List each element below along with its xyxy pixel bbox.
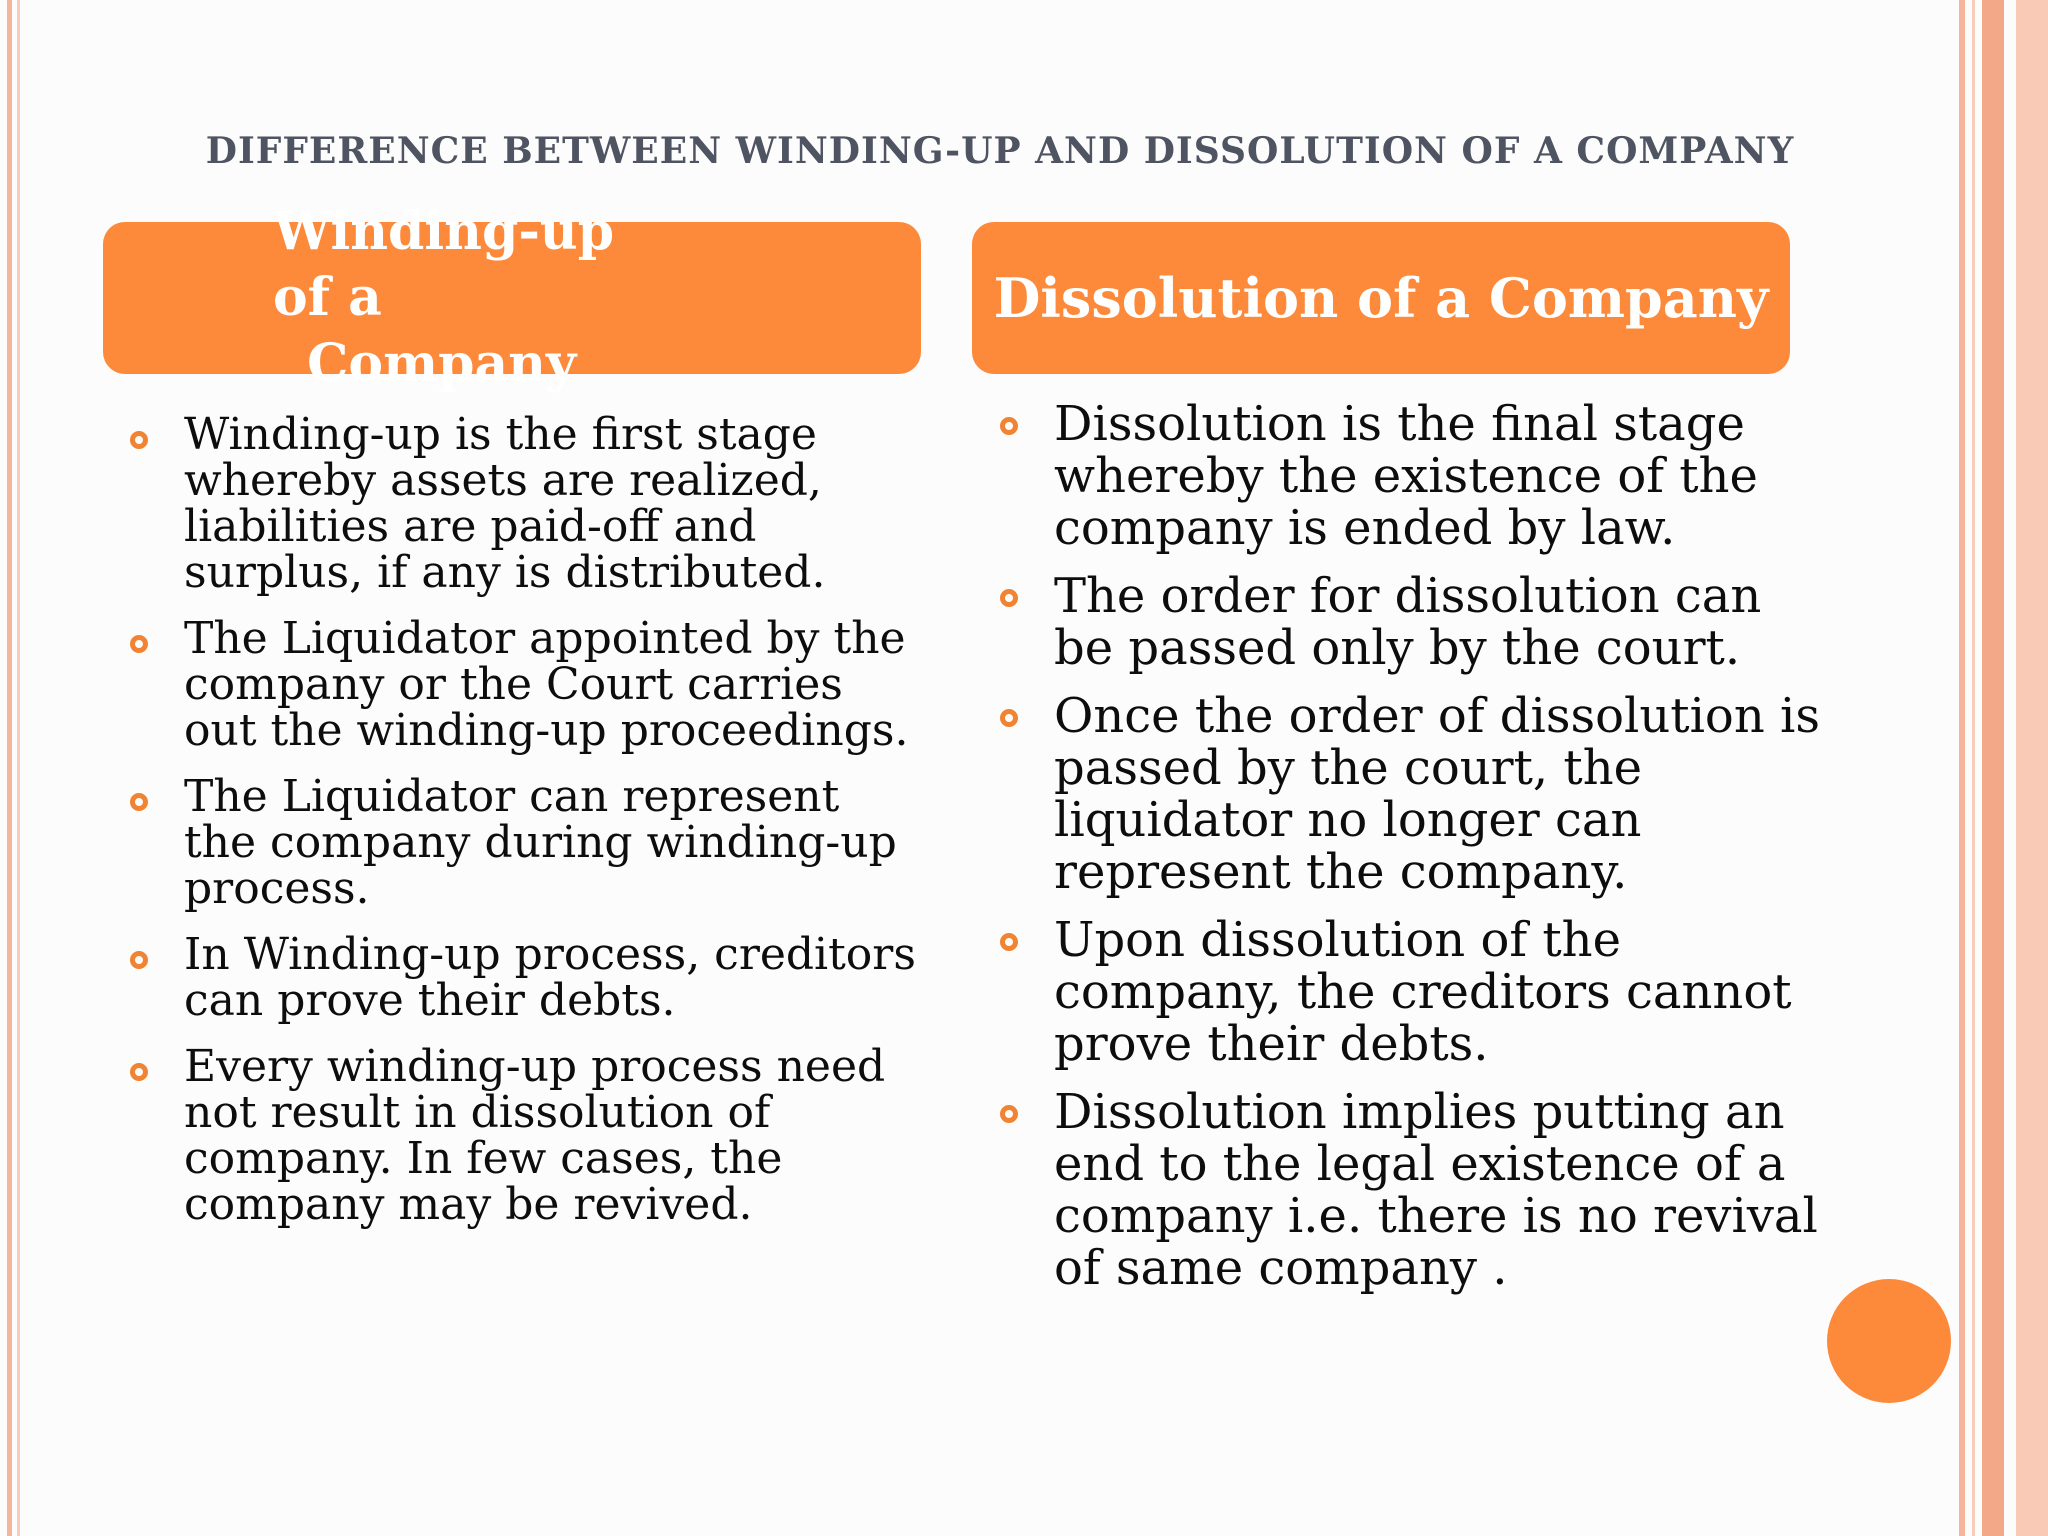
slide-title: DIFFERENCE BETWEEN WINDING-UP AND DISSOLUTION OF A COMPANY <box>205 130 1795 172</box>
list-item-text: The Liquidator can represent the company during winding-up process. <box>184 771 897 914</box>
list-item <box>1000 398 1820 554</box>
list-item <box>130 929 920 1026</box>
list-item <box>130 771 920 914</box>
dissolution-header-text: Dissolution of a Company <box>993 266 1769 330</box>
dissolution-bullet-list <box>1000 398 1820 1310</box>
right-border-stripe-thin <box>1972 0 1975 1536</box>
circle-bullet-icon <box>1000 933 1018 951</box>
list-item <box>1000 1086 1820 1294</box>
list-item-text: Upon dissolution of the company, the creditors cannot prove their debts. <box>1054 912 1792 1072</box>
winding-up-bullet-list <box>130 409 920 1248</box>
circle-bullet-icon <box>1000 1105 1018 1123</box>
list-item-text: Every winding-up process need not result in dissolution of company. In few cases, the company may be revived. <box>184 1041 886 1230</box>
dissolution-header <box>972 222 1790 374</box>
right-border-stripe <box>1959 0 1965 1536</box>
list-item-text: The Liquidator appointed by the company or the Court carries out the winding-up proceedings. <box>184 613 909 756</box>
right-border-stripe-edge <box>2016 0 2048 1536</box>
circle-bullet-icon <box>130 635 148 653</box>
list-item <box>1000 914 1820 1070</box>
circle-bullet-icon <box>130 1063 148 1081</box>
circle-bullet-icon <box>1000 417 1018 435</box>
list-item <box>130 409 920 598</box>
list-item-text: The order for dissolution can be passed only by the court. <box>1054 568 1762 676</box>
winding-up-header-line-2: Company <box>307 333 577 394</box>
list-item <box>1000 570 1820 674</box>
winding-up-header-text <box>273 199 671 397</box>
circle-bullet-icon <box>130 793 148 811</box>
left-border-stripe-thin <box>17 0 20 1536</box>
list-item-text: Once the order of dissolution is passed by the court, the liquidator no longer can represent the company. <box>1054 688 1820 900</box>
winding-up-header <box>103 201 921 394</box>
circle-bullet-icon <box>130 951 148 969</box>
left-border-stripe <box>7 0 12 1536</box>
list-item <box>130 1041 920 1230</box>
winding-up-header-line-1: Winding-up of a <box>273 201 615 328</box>
list-item-text: Dissolution is the final stage whereby the existence of the company is ended by law. <box>1054 396 1758 556</box>
list-item-text: Dissolution implies putting an end to the legal existence of a company i.e. there is no revival of same company . <box>1054 1084 1818 1296</box>
circle-bullet-icon <box>1000 709 1018 727</box>
decorative-circle <box>1827 1279 1951 1403</box>
list-item-text: In Winding-up process, creditors can prove their debts. <box>184 929 916 1026</box>
list-item <box>130 613 920 756</box>
list-item <box>1000 690 1820 898</box>
circle-bullet-icon <box>130 431 148 449</box>
right-border-stripe-wide <box>1982 0 2004 1536</box>
list-item-text: Winding-up is the first stage whereby assets are realized, liabilities are paid-off and surplus, if any is distributed. <box>184 409 826 598</box>
circle-bullet-icon <box>1000 589 1018 607</box>
